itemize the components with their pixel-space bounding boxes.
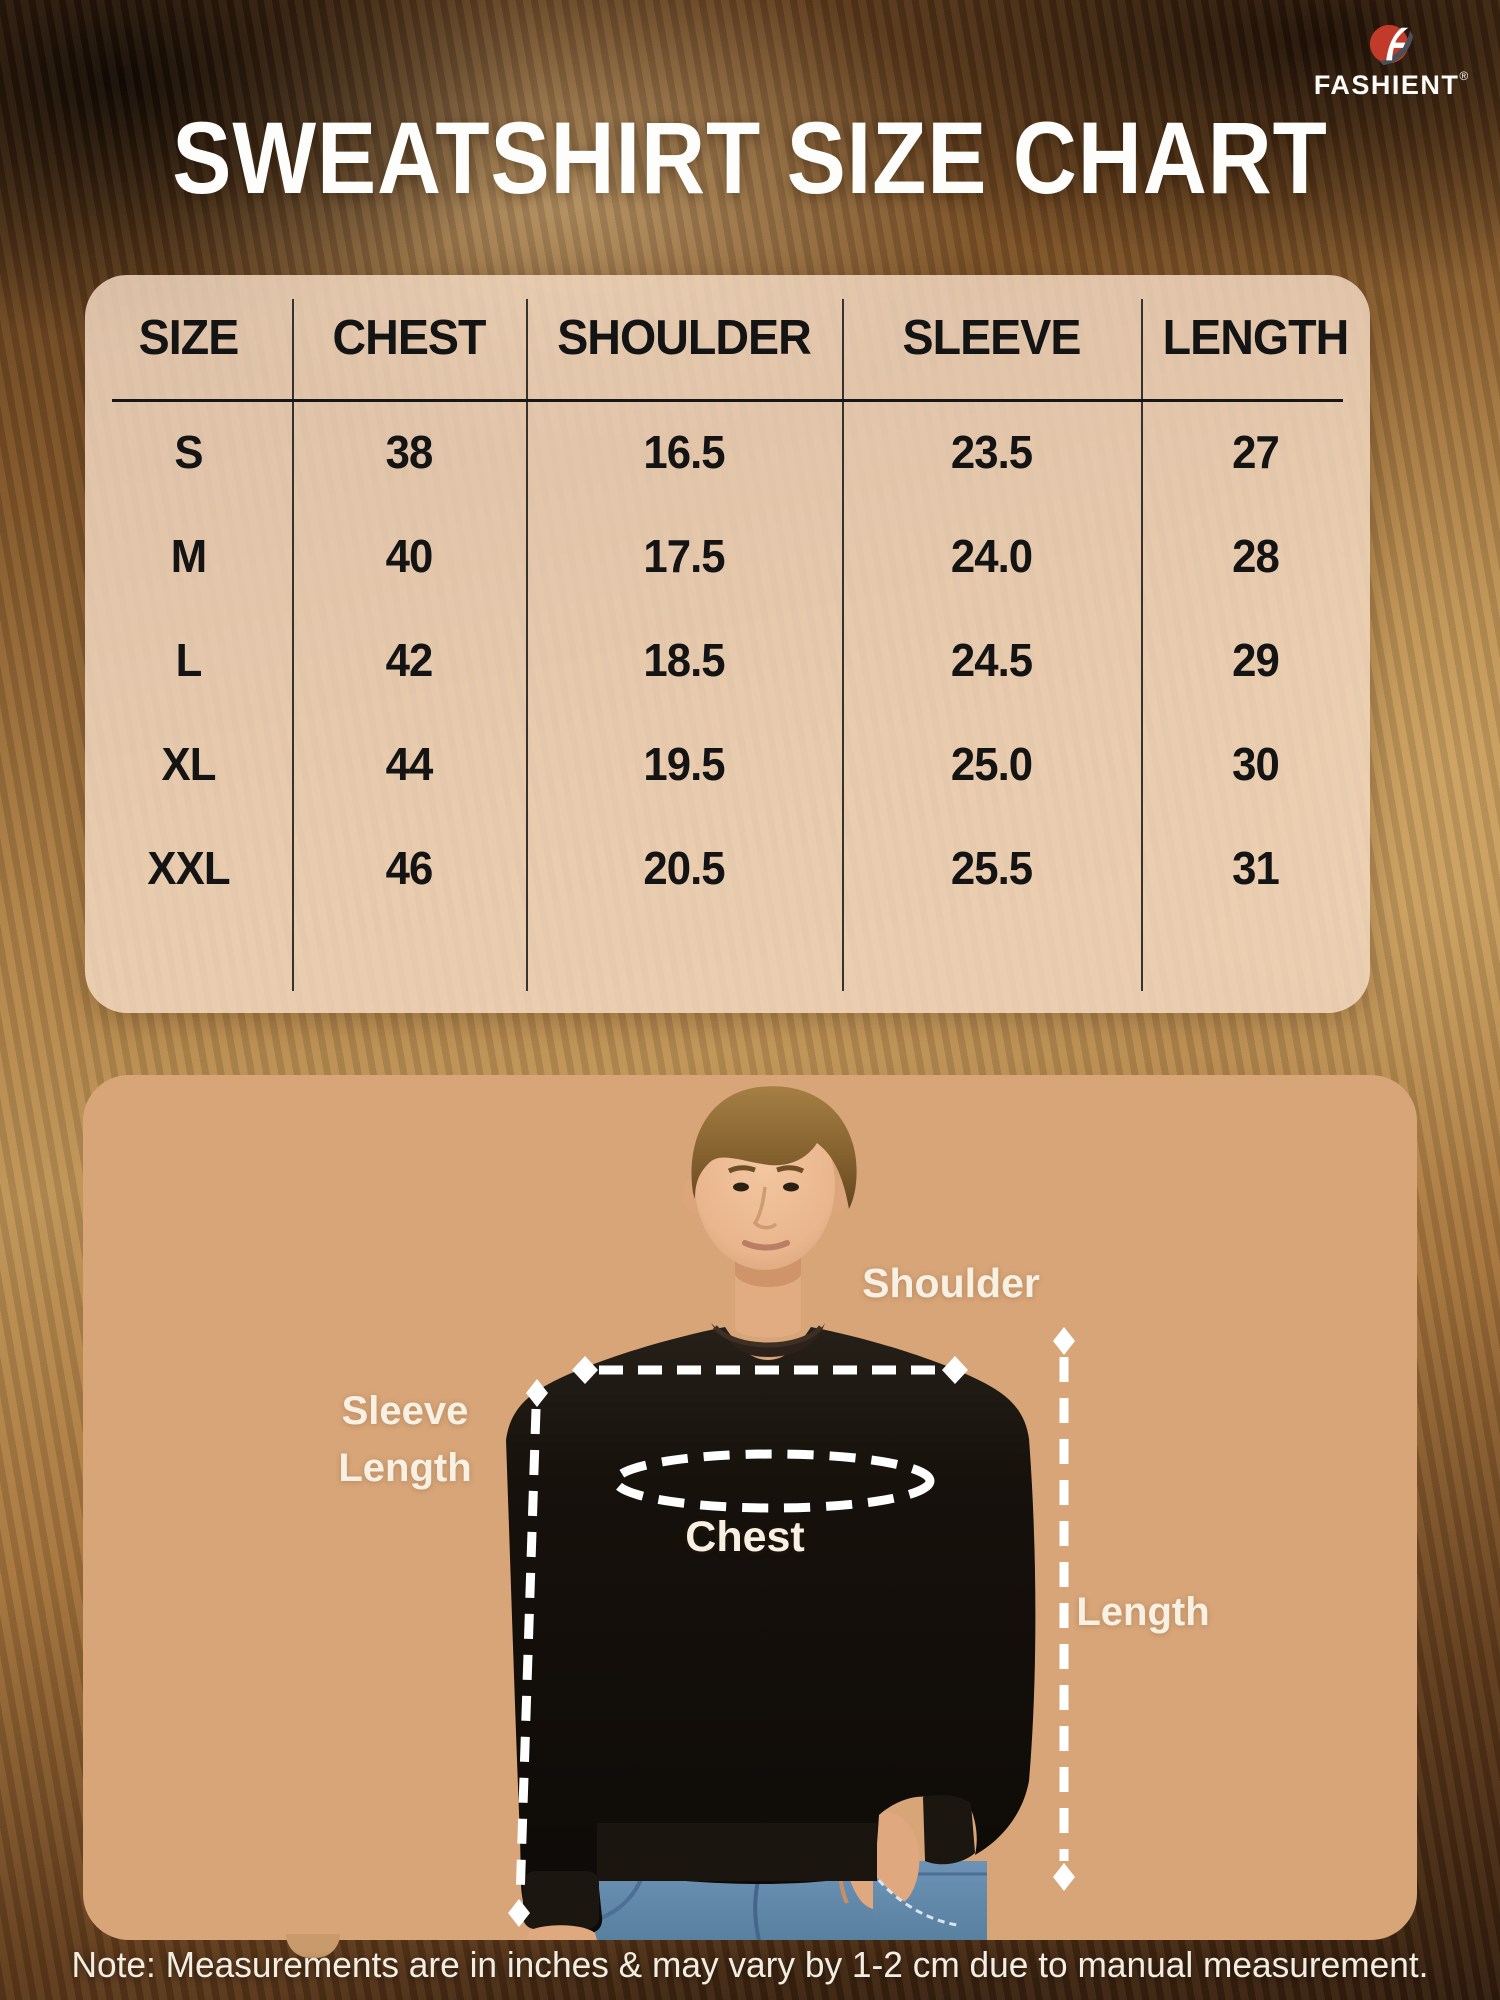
cell-shoulder: 18.5 [643,634,725,686]
registered-mark: ® [1459,69,1469,83]
cell-sleeve: 24.0 [950,530,1033,582]
cell-sleeve: 25.0 [950,738,1033,790]
cell-chest: 38 [385,426,433,478]
cell-shoulder: 20.5 [643,842,725,894]
table-divider [292,299,294,991]
measurement-note: Note: Measurements are in inches & may vary by 1-2 cm due to manual measurement. [71,1944,1429,1985]
cell-chest: 46 [385,842,433,894]
cell-length: 28 [1232,530,1279,582]
table-divider [526,299,528,991]
brand-logo [1313,22,1469,101]
model-head [683,1086,857,1270]
cell-size: M [170,530,207,582]
model-illustration [83,1075,1417,1940]
length-label: Length [1076,1590,1210,1634]
page-title: SWEATSHIRT SIZE CHART [172,101,1328,215]
cell-shoulder: 16.5 [643,426,725,478]
table-divider [842,299,844,991]
sleeve-length-label [305,1383,505,1497]
cell-sleeve: 23.5 [950,426,1033,478]
cell-length: 30 [1232,738,1279,790]
diamond-endpoint [1053,1863,1075,1891]
shoulder-label: Shoulder [862,1260,1040,1306]
sweatshirt-cuff [923,1795,975,1864]
col-header-shoulder: SHOULDER [557,310,811,365]
cell-size: L [175,634,202,686]
cell-length: 31 [1232,842,1279,894]
col-header-sleeve: SLEEVE [902,310,1081,365]
table-header-rule [112,399,1343,402]
cell-size: XL [161,738,216,790]
cell-chest: 44 [385,738,433,790]
size-table-panel [85,275,1370,1013]
brand-name [1314,70,1468,101]
sleeve-length-label-line1: Sleeve [341,1389,469,1433]
cell-length: 27 [1232,426,1279,478]
cell-shoulder: 17.5 [643,530,725,582]
cell-length: 29 [1232,634,1279,686]
col-header-size: SIZE [138,310,239,365]
cell-shoulder: 19.5 [643,738,725,790]
measurement-diagram-panel [83,1075,1417,1940]
col-header-chest: CHEST [332,310,486,365]
cell-size: S [174,426,203,478]
sleeve-length-label-line2: Length [338,1446,472,1490]
cell-size: XXL [147,842,230,894]
sweatshirt-cuff [523,1871,599,1929]
size-table [85,275,1370,1013]
col-header-length: LENGTH [1162,310,1349,365]
sweatshirt-hem-band [597,1823,877,1881]
cell-sleeve: 25.5 [950,842,1033,894]
model-sweatshirt [506,1323,1035,1933]
chest-label: Chest [685,1513,805,1561]
fashient-logo-icon [1368,22,1414,68]
cell-sleeve: 24.5 [950,634,1033,686]
cell-chest: 40 [385,530,433,582]
table-divider [1141,299,1143,991]
diamond-endpoint [1053,1327,1075,1355]
brand-name-text: FASHIENT [1313,70,1460,100]
cell-chest: 42 [385,634,433,686]
